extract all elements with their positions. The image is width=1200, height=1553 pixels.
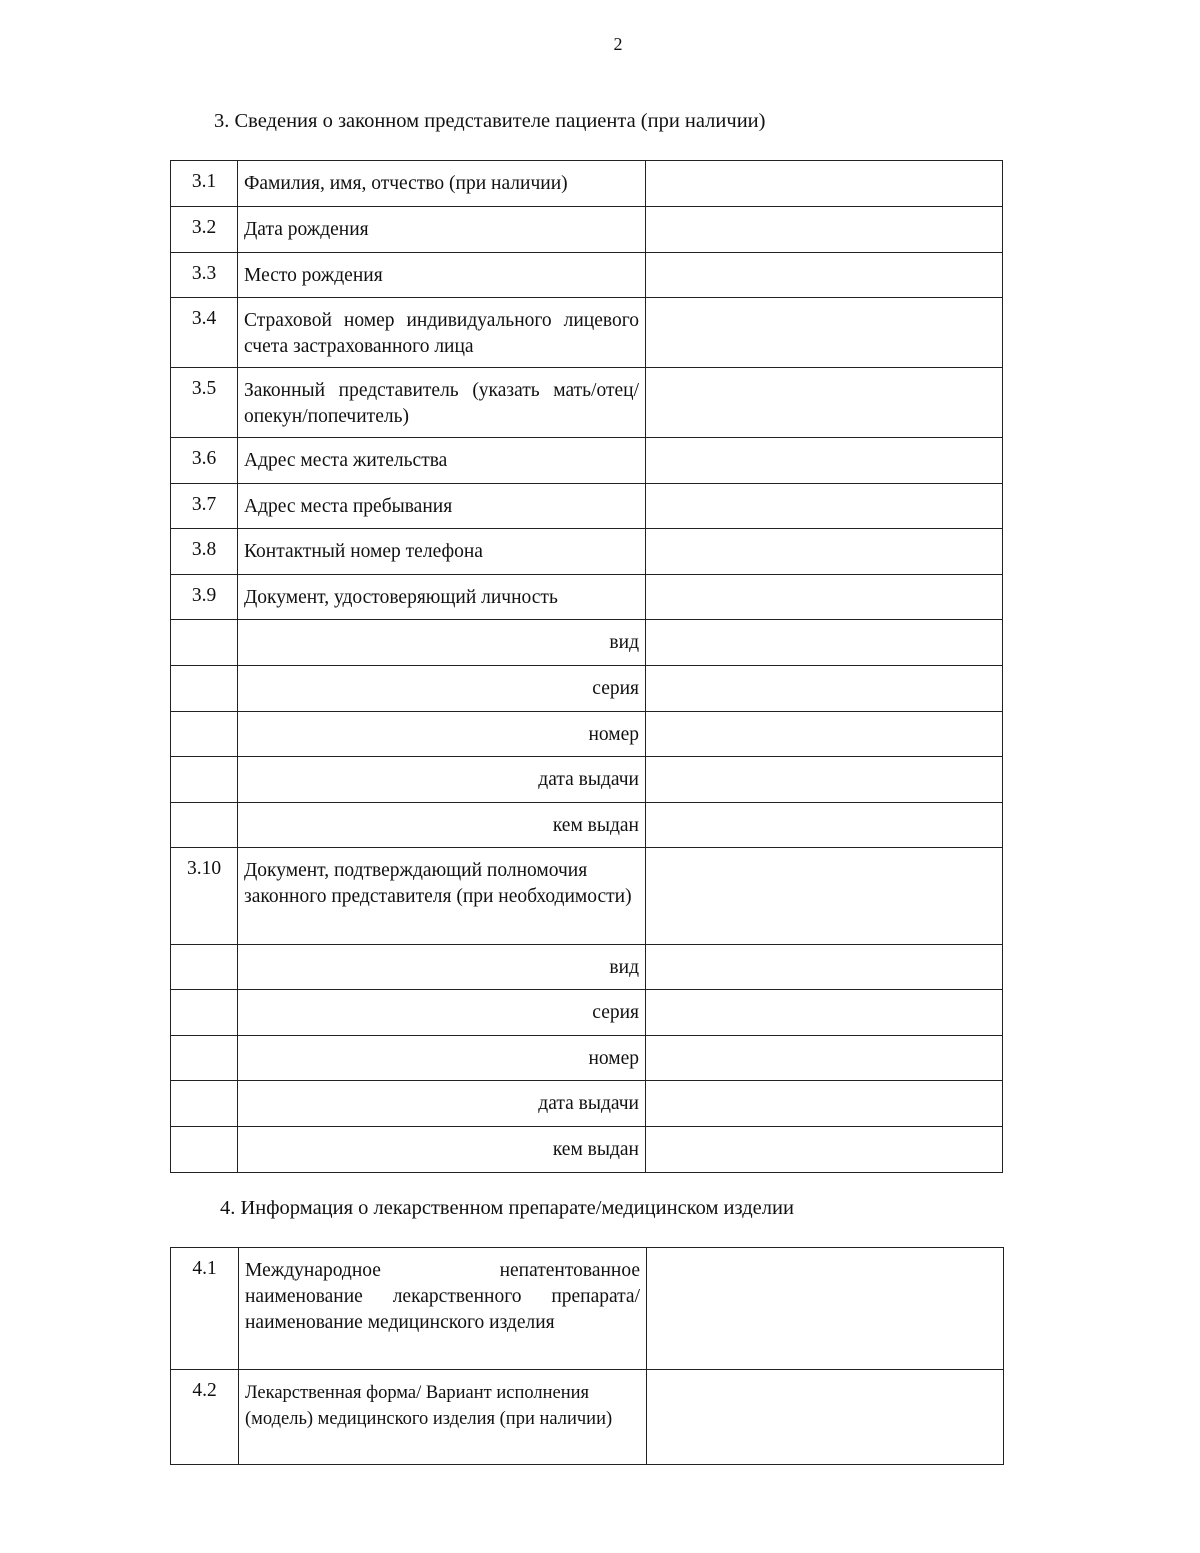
table-row	[171, 368, 1003, 438]
row-label: Документ, подтверждающий полномочия законного представителя (при необходимости)	[238, 848, 646, 945]
row-label: серия	[238, 666, 646, 712]
value-field[interactable]	[646, 1081, 1003, 1127]
table-row	[171, 712, 1003, 757]
value-field[interactable]	[646, 620, 1003, 666]
value-field[interactable]	[646, 1127, 1003, 1173]
value-field[interactable]	[646, 253, 1003, 298]
table-row	[171, 1370, 1004, 1465]
value-field[interactable]	[646, 368, 1003, 438]
row-label: серия	[238, 990, 646, 1036]
row-number: 4.1	[171, 1248, 239, 1370]
table-row	[171, 1036, 1003, 1081]
table-row	[171, 484, 1003, 529]
row-number: 3.1	[171, 161, 238, 207]
row-number	[171, 712, 238, 757]
row-label: вид	[238, 620, 646, 666]
row-number: 3.5	[171, 368, 238, 438]
row-label: кем выдан	[238, 1127, 646, 1173]
row-number: 3.9	[171, 575, 238, 620]
row-label: номер	[238, 712, 646, 757]
row-label: Фамилия, имя, отчество (при наличии)	[238, 161, 646, 207]
table-row	[171, 529, 1003, 575]
value-field[interactable]	[646, 529, 1003, 575]
table-row	[171, 575, 1003, 620]
value-field[interactable]	[646, 1036, 1003, 1081]
table-row	[171, 298, 1003, 368]
table-row	[171, 666, 1003, 712]
row-number: 3.6	[171, 438, 238, 484]
page-number: 2	[613, 34, 623, 54]
table-row	[171, 207, 1003, 253]
value-field[interactable]	[646, 666, 1003, 712]
table-row	[171, 1248, 1004, 1370]
row-label: Международное непатентованное наименование лекарственного препарата/наименование медицинского изделия	[239, 1248, 647, 1370]
value-field[interactable]	[646, 848, 1003, 945]
value-field[interactable]	[646, 945, 1003, 990]
row-label: Лекарственная форма/ Вариант исполнения (модель) медицинского изделия (при наличии)	[239, 1370, 647, 1465]
row-label: Страховой номер индивидуального лицевого счета застрахованного лица	[238, 298, 646, 368]
value-field[interactable]	[646, 712, 1003, 757]
row-number: 3.7	[171, 484, 238, 529]
row-label: Законный представитель (указать мать/отец/опекун/попечитель)	[238, 368, 646, 438]
value-field[interactable]	[647, 1248, 1004, 1370]
section-3-title: 3. Сведения о законном представителе пациента (при наличии)	[214, 110, 766, 132]
value-field[interactable]	[646, 990, 1003, 1036]
row-number	[171, 1127, 238, 1173]
row-label: Контактный номер телефона	[238, 529, 646, 575]
table-row	[171, 803, 1003, 848]
row-number: 3.8	[171, 529, 238, 575]
value-field[interactable]	[646, 207, 1003, 253]
legal-representative-table	[170, 160, 1003, 1173]
value-field[interactable]	[646, 575, 1003, 620]
value-field[interactable]	[647, 1370, 1004, 1465]
table-row	[171, 161, 1003, 207]
value-field[interactable]	[646, 438, 1003, 484]
row-number: 3.3	[171, 253, 238, 298]
table-row	[171, 848, 1003, 945]
row-number: 3.10	[171, 848, 238, 945]
value-field[interactable]	[646, 803, 1003, 848]
table-row	[171, 620, 1003, 666]
table-row	[171, 990, 1003, 1036]
row-label: вид	[238, 945, 646, 990]
table-row	[171, 1127, 1003, 1173]
row-label: Документ, удостоверяющий личность	[238, 575, 646, 620]
row-label: дата выдачи	[238, 1081, 646, 1127]
row-label: Адрес места жительства	[238, 438, 646, 484]
row-number: 3.2	[171, 207, 238, 253]
table-row	[171, 253, 1003, 298]
row-number: 4.2	[171, 1370, 239, 1465]
row-label: Адрес места пребывания	[238, 484, 646, 529]
row-number	[171, 1081, 238, 1127]
section-4-title: 4. Информация о лекарственном препарате/медицинском изделии	[220, 1197, 794, 1219]
row-label: номер	[238, 1036, 646, 1081]
row-label: дата выдачи	[238, 757, 646, 803]
table-row	[171, 945, 1003, 990]
value-field[interactable]	[646, 298, 1003, 368]
row-label: Дата рождения	[238, 207, 646, 253]
row-number	[171, 1036, 238, 1081]
value-field[interactable]	[646, 484, 1003, 529]
row-number	[171, 620, 238, 666]
value-field[interactable]	[646, 757, 1003, 803]
table-row	[171, 1081, 1003, 1127]
row-label: кем выдан	[238, 803, 646, 848]
row-number	[171, 990, 238, 1036]
table-row	[171, 757, 1003, 803]
medicine-info-table	[170, 1247, 1004, 1465]
row-number	[171, 945, 238, 990]
row-label: Место рождения	[238, 253, 646, 298]
row-number	[171, 666, 238, 712]
row-number	[171, 757, 238, 803]
table-row	[171, 438, 1003, 484]
row-number: 3.4	[171, 298, 238, 368]
row-number	[171, 803, 238, 848]
value-field[interactable]	[646, 161, 1003, 207]
